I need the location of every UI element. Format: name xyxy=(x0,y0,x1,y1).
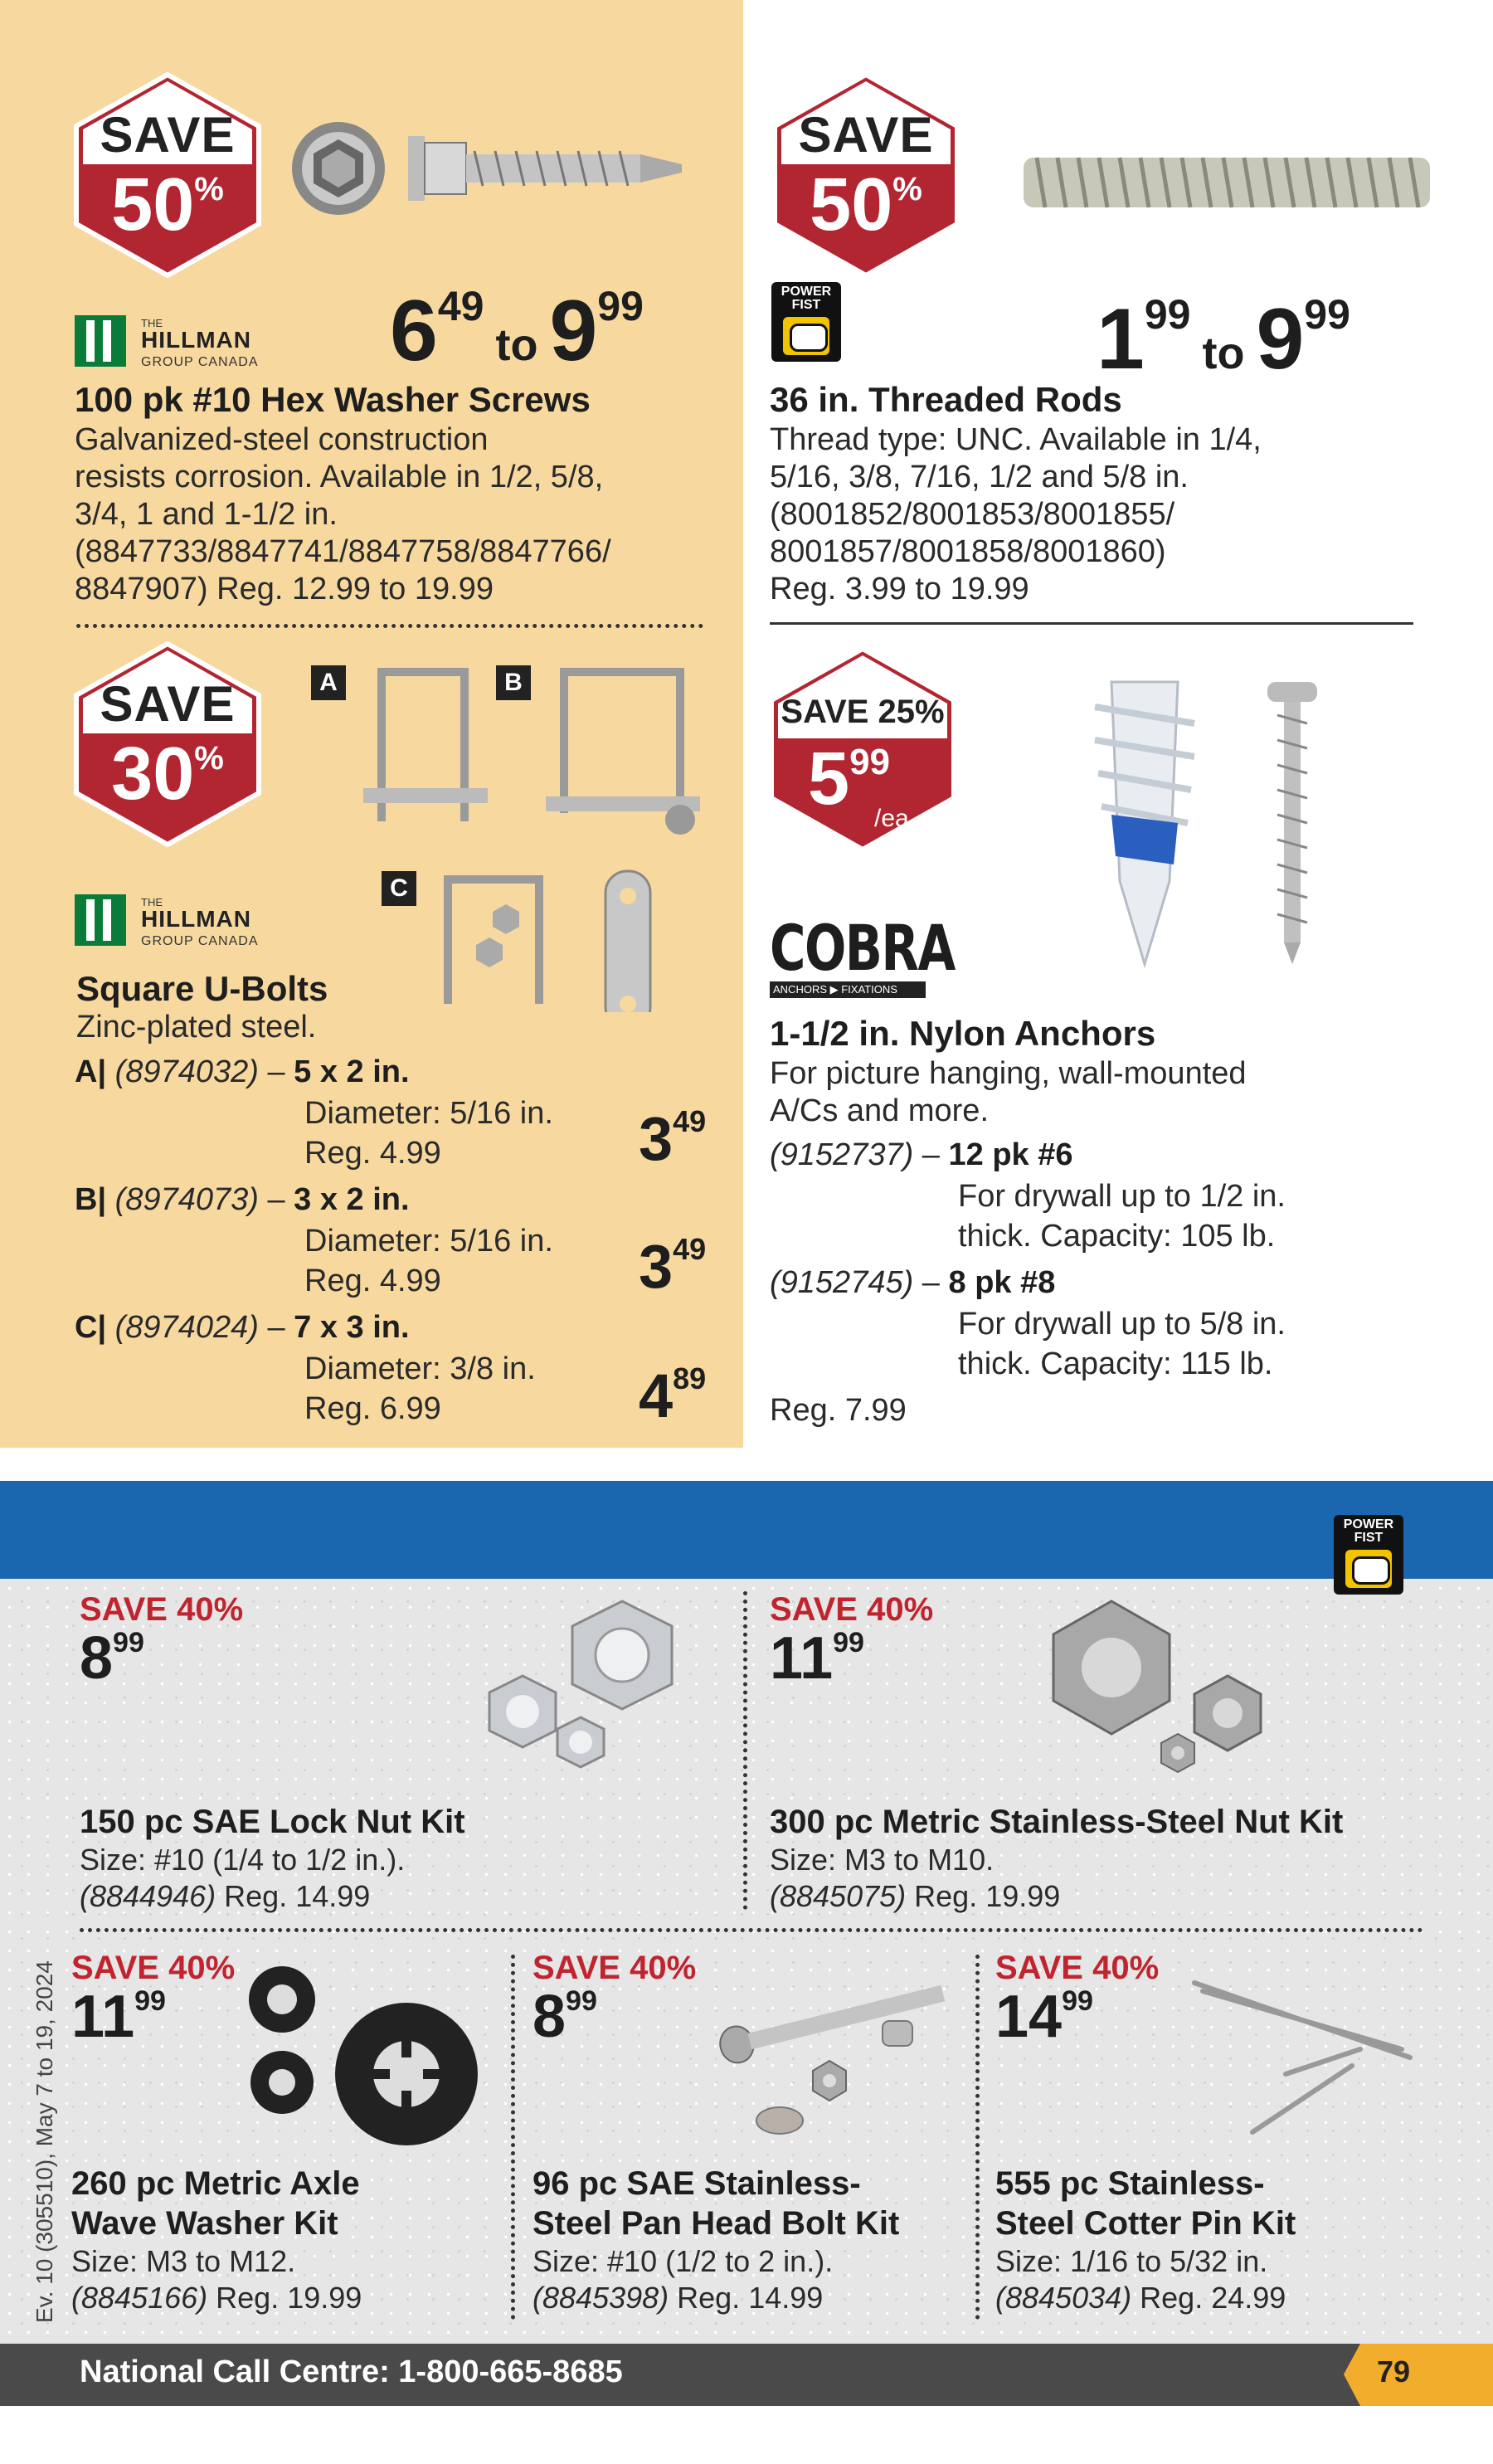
powerfist-logo: POWER FIST xyxy=(1334,1515,1403,1595)
divider-vertical xyxy=(743,1591,747,1910)
screws-title: 100 pk #10 Hex Washer Screws xyxy=(75,380,591,419)
hillman-logo: THE HILLMAN GROUP CANADA xyxy=(75,894,290,952)
fist-icon xyxy=(783,317,829,355)
screws-price: $6^{49}to$ $9^{99}$ xyxy=(390,283,644,379)
screws-description: Galvanized-steel construction resists corrosion. Available in 1/2, 5/8, 3/4, 1 and 1-1/2 in. (8847733/8847741/8847758/8847766/ 8847907) Reg. 12.99 to 19.99 xyxy=(75,422,611,606)
metric-nut-image xyxy=(1029,1593,1294,1775)
nylon-anchor-image xyxy=(1078,674,1327,972)
save-badge-rods xyxy=(771,71,960,279)
badge-unit: /ea xyxy=(874,805,909,832)
hex-washer-screw-image xyxy=(292,114,707,222)
ubolts-title: Square U-Bolts xyxy=(76,969,328,1008)
ubolt-b-reg: Reg. 4.99 xyxy=(304,1264,441,1298)
kit-size: Size: M3 to M10. xyxy=(770,1843,995,1877)
kit-price: $14^{99}$ xyxy=(995,1984,1093,2050)
ubolt-row-c: C| (8974024) – 7 x 3 in. xyxy=(75,1310,410,1345)
kit-price: $8^{99}$ xyxy=(80,1625,144,1692)
anchors-reg: Reg. 7.99 xyxy=(770,1393,907,1428)
u-bolt-images xyxy=(348,655,722,1012)
lock-nut-image xyxy=(464,1593,713,1775)
ubolt-row-a: A| (8974032) – 5 x 2 in. xyxy=(75,1054,410,1089)
pan-head-bolt-image xyxy=(705,1955,954,2154)
page-number: 79 xyxy=(1377,2354,1411,2389)
blue-band xyxy=(0,1481,1493,1579)
kit-price: $11^{99}$ xyxy=(71,1984,166,2050)
event-side-note: Ev. 10 (305510), May 7 to 19, 2024 xyxy=(32,1960,57,2323)
ubolt-a-diameter: Diameter: 5/16 in. xyxy=(304,1096,553,1131)
fist-icon xyxy=(1345,1550,1392,1588)
hillman-mark-icon xyxy=(75,315,126,367)
badge-percent: 50% xyxy=(111,163,224,246)
kit-title: 150 pc SAE Lock Nut Kit xyxy=(80,1804,465,1840)
divider-dotted xyxy=(76,624,703,628)
anchor-row-8: (9152745) – 8 pk #8 xyxy=(770,1265,1056,1300)
anchor-row-6: (9152737) – 12 pk #6 xyxy=(770,1137,1073,1172)
kit-sku-reg: (8845034) Reg. 24.99 xyxy=(995,2281,1286,2315)
kit-sku-reg: (8844946) Reg. 14.99 xyxy=(80,1879,371,1913)
anchor-6-line2: thick. Capacity: 105 lb. xyxy=(958,1219,1276,1254)
anchors-description: For picture hanging, wall-mounted A/Cs and more. xyxy=(770,1056,1247,1128)
powerfist-logo: POWER FIST xyxy=(771,282,841,362)
badge-anchor-price: $5^{99}$ xyxy=(808,738,891,821)
divider-vertical xyxy=(511,1955,515,2320)
kit-sku-reg: (8845166) Reg. 19.99 xyxy=(71,2281,362,2315)
save-badge-ubolts xyxy=(73,640,262,848)
ubolts-subtitle: Zinc-plated steel. xyxy=(76,1010,317,1045)
kit-price: $8^{99}$ xyxy=(533,1984,597,2050)
kit-size: Size: M3 to M12. xyxy=(71,2244,296,2278)
kit-title: 300 pc Metric Stainless-Steel Nut Kit xyxy=(770,1804,1344,1840)
kit-size: Size: #10 (1/2 to 2 in.). xyxy=(533,2244,834,2278)
ubolt-c-price: $4^{89}$ xyxy=(639,1361,707,1430)
kit-sku-reg: (8845075) Reg. 19.99 xyxy=(770,1879,1061,1913)
kit-title: 260 pc Metric Axle Wave Washer Kit xyxy=(71,2165,360,2242)
divider-horizontal xyxy=(80,1928,1423,1932)
anchors-title: 1-1/2 in. Nylon Anchors xyxy=(770,1014,1156,1053)
anchor-6-line1: For drywall up to 1/2 in. xyxy=(958,1179,1286,1214)
ubolt-c-reg: Reg. 6.99 xyxy=(304,1391,441,1426)
ubolt-b-diameter: Diameter: 5/16 in. xyxy=(304,1224,553,1259)
kit-price: $11^{99}$ xyxy=(770,1625,864,1692)
save-badge-anchors xyxy=(768,645,957,853)
save-badge-screws xyxy=(73,71,262,279)
label-a: A xyxy=(311,665,346,700)
badge-save-label: SAVE xyxy=(100,107,236,163)
kit-save-label: SAVE 40% xyxy=(533,1950,697,1986)
label-b: B xyxy=(496,665,531,700)
badge-percent: 50% xyxy=(810,163,922,246)
wave-washer-image xyxy=(241,1958,489,2157)
rods-title: 36 in. Threaded Rods xyxy=(770,380,1122,419)
kit-title: 96 pc SAE Stainless- Steel Pan Head Bolt Kit xyxy=(533,2165,900,2242)
label-c: C xyxy=(382,871,416,906)
rods-price: $1^{99}to$ $9^{99}$ xyxy=(1097,291,1350,387)
hillman-logo: THE HILLMAN GROUP CANADA xyxy=(75,315,290,373)
kit-save-label: SAVE 40% xyxy=(995,1950,1160,1986)
kit-title: 555 pc Stainless- Steel Cotter Pin Kit xyxy=(995,2165,1296,2242)
kit-save-label: SAVE 40% xyxy=(71,1950,236,1986)
call-centre-text: National Call Centre: 1-800-665-8685 xyxy=(80,2354,623,2389)
anchor-8-line2: thick. Capacity: 115 lb. xyxy=(958,1346,1273,1381)
page-tab xyxy=(1344,2344,1493,2406)
threaded-rod-image xyxy=(1020,146,1435,221)
ubolt-c-diameter: Diameter: 3/8 in. xyxy=(304,1351,536,1386)
kit-save-label: SAVE 40% xyxy=(80,1591,244,1628)
badge-percent: 30% xyxy=(111,733,224,816)
divider-solid xyxy=(770,622,1413,625)
badge-save-label: SAVE xyxy=(798,107,934,163)
anchor-8-line1: For drywall up to 5/8 in. xyxy=(958,1307,1286,1342)
hillman-mark-icon xyxy=(75,894,126,946)
ubolt-b-price: $3^{49}$ xyxy=(639,1232,707,1301)
rods-description: Thread type: UNC. Available in 1/4, 5/16, 3/8, 7/16, 1/2 and 5/8 in. (8001852/8001853/8001855/ 8001857/8001858/8001860) Reg. 3.99 to 19.99 xyxy=(770,422,1262,606)
cotter-pin-image xyxy=(1178,1966,1427,2157)
cobra-logo: COBRA ANCHORS ▶ FIXATIONS xyxy=(770,911,1007,998)
kit-sku-reg: (8845398) Reg. 14.99 xyxy=(533,2281,824,2315)
divider-vertical xyxy=(975,1955,980,2320)
badge-save-25: SAVE 25% xyxy=(781,694,945,730)
ubolt-a-reg: Reg. 4.99 xyxy=(304,1136,441,1171)
kit-save-label: SAVE 40% xyxy=(770,1591,934,1628)
ubolt-row-b: B| (8974073) – 3 x 2 in. xyxy=(75,1182,410,1217)
kit-size: Size: 1/16 to 5/32 in. xyxy=(995,2244,1268,2278)
ubolt-a-price: $3^{49}$ xyxy=(639,1104,707,1173)
kit-size: Size: #10 (1/4 to 1/2 in.). xyxy=(80,1843,406,1877)
badge-save-label: SAVE xyxy=(100,676,236,732)
